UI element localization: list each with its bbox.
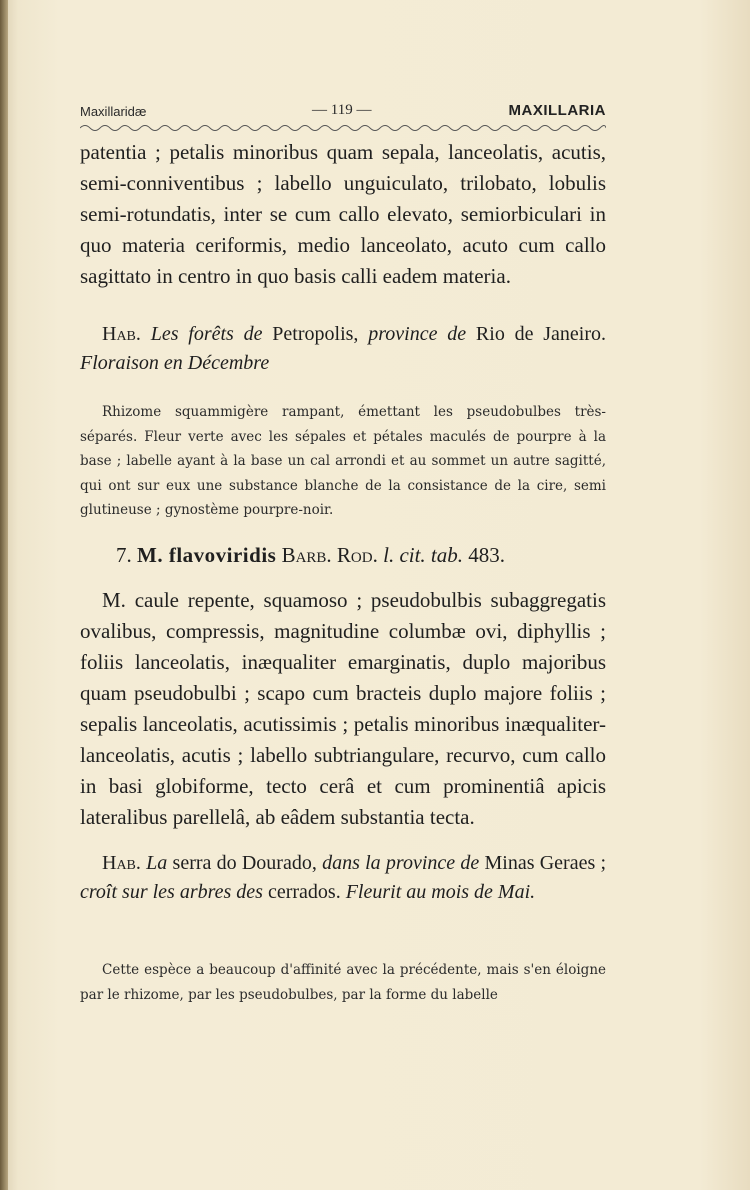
- header-genus: MAXILLARIA: [508, 102, 606, 119]
- species-ref: l. cit. tab.: [383, 543, 464, 567]
- book-gutter: [0, 0, 8, 1190]
- habitat-1: Hab. Les forêts de Petropolis, province de Rio de Janeiro. Floraison en Décembre: [80, 323, 607, 374]
- note-2: [80, 958, 606, 1007]
- habitat-label: Hab.: [102, 852, 141, 874]
- latin-description-2: M. caule repente, squamoso ; pseudobulbis subaggregatis ovalibus, compressis, magnitudine columbæ ovi, diphyllis ; foliis lanceolatis, inæqualiter emarginatis, duplo majoribus quam pseudobulbi ; scapo cum bracteis duplo majore foliis ; sepalis lanceolatis, acutissimis ; petalis minoribus inæqualiter-lanceolatis, acutis ; labello subtriangulare, recurvo, cum callo in basi globiforme, tecto cerâ et cum prominentiâ apicis lateralibus parellelâ, ab eâdem substantia tecta.: [80, 588, 606, 829]
- species-number: 7.: [116, 543, 132, 567]
- french-note-2: Cette espèce a beaucoup d'affinité avec la précédente, mais s'en éloigne par le rhizome, par les pseudobulbes, par la forme du labelle: [80, 962, 606, 1003]
- species-tab: 483.: [468, 543, 506, 567]
- french-note-1: Rhizome squammigère rampant, émettant les pseudobulbes très-séparés. Fleur verte avec les sépales et pétales maculés de pourpre à la base ; labelle ayant à la base un cal arrondi et au sommet un autre sagitté, qui ont sur eux une substance blanche de la consistance de la cire, semi glutineuse ; gynostème pourpre-noir.: [80, 404, 606, 518]
- latin-description-1: patentia ; petalis minoribus quam sepala, lanceolatis, acutis, semi-conniventibus ; labello unguiculato, trilobato, lobulis semi-rotundatis, inter se cum callo elevato, semiorbiculari in quo materia ceriformis, medio lanceolato, acuto cum callo sagittato in centro in quo basis calli eadem materia.: [80, 140, 606, 288]
- header-family: Maxillaridæ: [80, 104, 147, 119]
- habitat-2: Hab. La serra do Dourado, dans la province de Minas Geraes ; croît sur les arbres des cerrados. Fleurit au mois de Mai.: [80, 852, 607, 903]
- habitat-label: Hab.: [102, 323, 141, 345]
- note-1: [80, 400, 606, 523]
- running-header: [80, 100, 606, 124]
- description-continued: [80, 137, 606, 292]
- page-number: — 119 —: [312, 102, 372, 118]
- species-heading: [80, 540, 606, 570]
- species-name: M. flavoviridis: [137, 543, 277, 567]
- species-author: Barb. Rod.: [281, 543, 378, 567]
- description-2: [80, 585, 606, 833]
- header-rule: [80, 122, 606, 132]
